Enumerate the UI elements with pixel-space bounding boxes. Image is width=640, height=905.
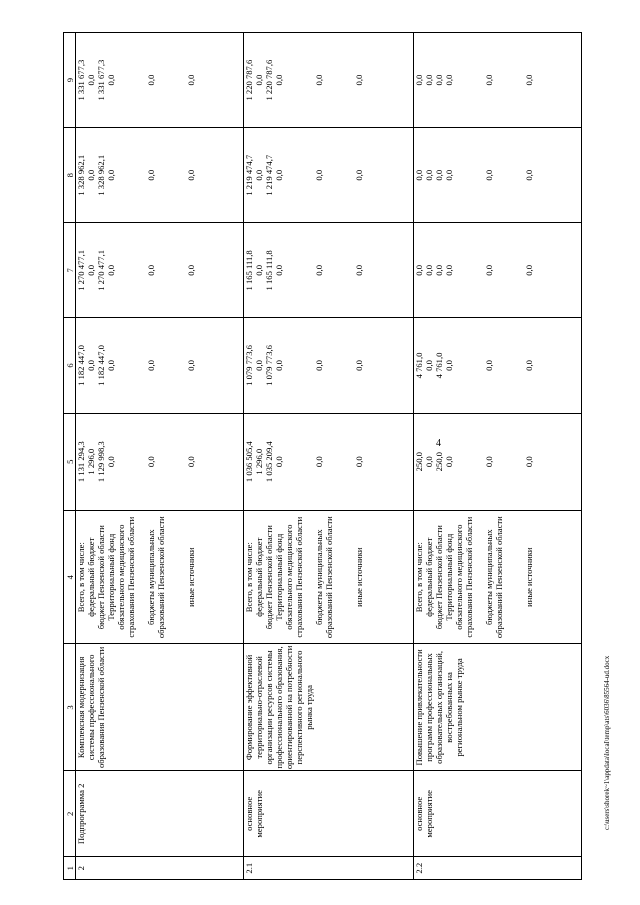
funding-value: 0,0 xyxy=(444,360,454,371)
funding-value: 0,0 xyxy=(314,74,324,86)
header-cell: 3 xyxy=(64,644,76,771)
year-values-cell xyxy=(76,413,244,510)
funding-source-label: Территориальный фонд обязательного медицинского страхования Пензенской области xyxy=(444,516,474,638)
funding-value: 0,0 xyxy=(106,74,116,86)
funding-value: 0,0 xyxy=(444,74,454,86)
funding-sources-cell xyxy=(244,510,414,644)
funding-source-label: федеральный бюджет xyxy=(254,537,264,617)
year-values-cell xyxy=(244,223,414,318)
funding-value: 0,0 xyxy=(524,74,534,86)
funding-value: 0,0 xyxy=(424,74,434,86)
funding-value: 0,0 xyxy=(354,360,364,371)
row-type-cell: Подпрограмма 2 xyxy=(76,771,244,857)
funding-value: 0,0 xyxy=(354,456,364,468)
year-values-cell xyxy=(244,128,414,223)
funding-value: 0,0 xyxy=(424,264,434,276)
funding-value: 0,0 xyxy=(444,264,454,276)
year-values-cell xyxy=(414,223,582,318)
funding-value: 0,0 xyxy=(274,74,284,86)
funding-value: 0,0 xyxy=(354,169,364,181)
funding-value: 0,0 xyxy=(314,169,324,181)
year-values-cell xyxy=(76,223,244,318)
funding-value: 0,0 xyxy=(484,74,494,86)
funding-value: 0,0 xyxy=(484,264,494,276)
header-cell: 1 xyxy=(64,857,76,880)
funding-value: 0,0 xyxy=(146,264,156,276)
header-row xyxy=(64,33,76,880)
funding-value: 0,0 xyxy=(484,360,494,371)
funding-source-label: Территориальный фонд обязательного медицинского страхования Пензенской области xyxy=(274,516,304,638)
header-cell: 2 xyxy=(64,771,76,857)
header-cell: 9 xyxy=(64,33,76,128)
funding-value: 0,0 xyxy=(254,360,264,371)
funding-source-label: бюджет Пензенской области xyxy=(434,525,444,630)
year-values-cell xyxy=(414,33,582,128)
row-name-cell: Формирование эффективной территориально-отраслевой организации ресурсов системы профессионального образования, ориентированной на потребности перспективного регионального рынка труда xyxy=(244,644,414,771)
header-cell: 7 xyxy=(64,223,76,318)
funding-source-label: Всего, в том числе: xyxy=(244,542,254,613)
row-number-cell: 2.1 xyxy=(244,857,414,880)
funding-value: 0,0 xyxy=(106,264,116,276)
table-row xyxy=(76,33,244,880)
funding-value: 0,0 xyxy=(186,74,196,86)
funding-value: 0,0 xyxy=(314,360,324,371)
row-number-cell: 2.2 xyxy=(414,857,582,880)
year-values-cell xyxy=(414,128,582,223)
funding-value: 1 165 111,8 xyxy=(244,250,254,291)
funding-value: 0,0 xyxy=(86,264,96,276)
funding-value: 0,0 xyxy=(434,169,444,181)
funding-value: 0,0 xyxy=(86,74,96,86)
year-values-cell xyxy=(76,128,244,223)
funding-source-label: иные источники xyxy=(354,547,364,607)
funding-source-label: бюджет Пензенской области xyxy=(264,525,274,630)
funding-value: 0,0 xyxy=(444,456,454,468)
funding-value: 0,0 xyxy=(414,169,424,181)
funding-value: 1 296,0 xyxy=(86,448,96,475)
header-cell: 4 xyxy=(64,510,76,644)
year-values-cell xyxy=(414,413,582,510)
funding-value: 0,0 xyxy=(186,360,196,371)
funding-value: 0,0 xyxy=(106,169,116,181)
funding-value: 0,0 xyxy=(86,360,96,371)
funding-source-label: иные источники xyxy=(186,547,196,607)
funding-value: 1 328 962,1 xyxy=(96,154,106,196)
funding-value: 1 270 477,1 xyxy=(76,249,86,291)
funding-value: 0,0 xyxy=(146,74,156,86)
funding-value: 0,0 xyxy=(484,169,494,181)
funding-value: 0,0 xyxy=(106,456,116,468)
funding-value: 1 035 209,4 xyxy=(264,441,274,483)
funding-value: 1 220 787,6 xyxy=(264,59,274,101)
funding-value: 0,0 xyxy=(524,169,534,181)
funding-value: 4 761,0 xyxy=(414,352,424,379)
funding-value: 1 036 505,4 xyxy=(244,441,254,483)
funding-value: 1 131 294,3 xyxy=(76,441,86,483)
year-values-cell xyxy=(244,318,414,413)
funding-source-label: бюджеты муниципальных образований Пензенской области xyxy=(314,516,334,639)
funding-value: 0,0 xyxy=(314,456,324,468)
funding-value: 0,0 xyxy=(354,74,364,86)
funding-value: 1 219 474,7 xyxy=(264,154,274,196)
row-name-cell: Комплексная модернизация системы профессионального образования Пензенской области xyxy=(76,644,244,771)
header-cell: 5 xyxy=(64,413,76,510)
funding-value: 1 328 962,1 xyxy=(76,154,86,196)
funding-value: 1 129 998,3 xyxy=(96,441,106,483)
funding-value: 0,0 xyxy=(434,74,444,86)
funding-value: 1 079 773,6 xyxy=(244,345,254,386)
header-cell: 6 xyxy=(64,318,76,413)
funding-value: 0,0 xyxy=(524,264,534,276)
funding-source-label: федеральный бюджет xyxy=(86,537,96,617)
funding-value: 1 270 477,1 xyxy=(96,249,106,291)
funding-value: 0,0 xyxy=(274,169,284,181)
funding-value: 0,0 xyxy=(434,264,444,276)
funding-value: 0,0 xyxy=(254,264,264,276)
row-type-cell: основное мероприятие xyxy=(414,771,582,857)
funding-value: 0,0 xyxy=(424,169,434,181)
funding-value: 1 079 773,6 xyxy=(264,345,274,386)
funding-source-label: бюджет Пензенской области xyxy=(96,525,106,630)
funding-value: 0,0 xyxy=(444,169,454,181)
year-values-cell xyxy=(76,318,244,413)
funding-source-label: федеральный бюджет xyxy=(424,537,434,617)
year-values-cell xyxy=(414,318,582,413)
funding-value: 0,0 xyxy=(524,360,534,371)
funding-value: 0,0 xyxy=(186,169,196,181)
funding-source-label: бюджеты муниципальных образований Пензенской области xyxy=(484,516,504,639)
funding-source-label: Территориальный фонд обязательного медицинского страхования Пензенской области xyxy=(106,516,136,638)
row-number-cell: 2 xyxy=(76,857,244,880)
funding-value: 0,0 xyxy=(186,264,196,276)
funding-value: 0,0 xyxy=(354,264,364,276)
file-path-text: c:\users\shorek~1\appdata\local\temp\ats\6036\85564-ud.docx xyxy=(603,655,611,830)
funding-value: 1 165 111,8 xyxy=(264,250,274,291)
funding-value: 0,0 xyxy=(186,456,196,468)
funding-value: 0,0 xyxy=(146,360,156,371)
funding-source-label: Всего, в том числе: xyxy=(414,542,424,613)
funding-value: 1 331 677,3 xyxy=(76,59,86,101)
budget-table xyxy=(63,32,582,880)
funding-sources-cell xyxy=(414,510,582,644)
funding-value: 250,0 xyxy=(434,452,444,472)
rotated-landscape-table xyxy=(63,32,581,880)
funding-value: 0,0 xyxy=(106,360,116,371)
funding-value: 0,0 xyxy=(274,360,284,371)
funding-value: 250,0 xyxy=(414,452,424,472)
funding-source-label: Всего, в том числе: xyxy=(76,542,86,613)
year-values-cell xyxy=(244,33,414,128)
row-name-cell: Повышение привлекательности программ профессиональных образовательных организаций, востребованных на региональном рынке труда xyxy=(414,644,582,771)
funding-value: 1 182 447,0 xyxy=(96,345,106,386)
funding-sources-cell xyxy=(76,510,244,644)
funding-value: 1 296,0 xyxy=(254,448,264,475)
funding-value: 0,0 xyxy=(424,456,434,468)
funding-value: 1 182 447,0 xyxy=(76,345,86,386)
table-row xyxy=(414,33,582,880)
year-values-cell xyxy=(76,33,244,128)
funding-source-label: иные источники xyxy=(524,547,534,607)
funding-value: 0,0 xyxy=(524,456,534,468)
funding-value: 0,0 xyxy=(484,456,494,468)
funding-value: 0,0 xyxy=(254,169,264,181)
funding-value: 0,0 xyxy=(254,74,264,86)
funding-value: 0,0 xyxy=(414,264,424,276)
funding-value: 0,0 xyxy=(146,169,156,181)
row-type-cell: основное мероприятие xyxy=(244,771,414,857)
funding-value: 0,0 xyxy=(146,456,156,468)
funding-value: 0,0 xyxy=(86,169,96,181)
funding-value: 4 761,0 xyxy=(434,352,444,379)
funding-value: 0,0 xyxy=(314,264,324,276)
funding-value: 1 219 474,7 xyxy=(244,154,254,196)
funding-value: 0,0 xyxy=(414,74,424,86)
funding-value: 0,0 xyxy=(274,264,284,276)
funding-source-label: бюджеты муниципальных образований Пензенской области xyxy=(146,516,166,639)
header-cell: 8 xyxy=(64,128,76,223)
funding-value: 1 220 787,6 xyxy=(244,59,254,101)
funding-value: 0,0 xyxy=(424,360,434,371)
file-path-footer xyxy=(603,655,623,850)
page-number: 4 xyxy=(436,438,441,449)
funding-value: 1 331 677,3 xyxy=(96,59,106,101)
year-values-cell xyxy=(244,413,414,510)
funding-value: 0,0 xyxy=(274,456,284,468)
table-row xyxy=(244,33,414,880)
